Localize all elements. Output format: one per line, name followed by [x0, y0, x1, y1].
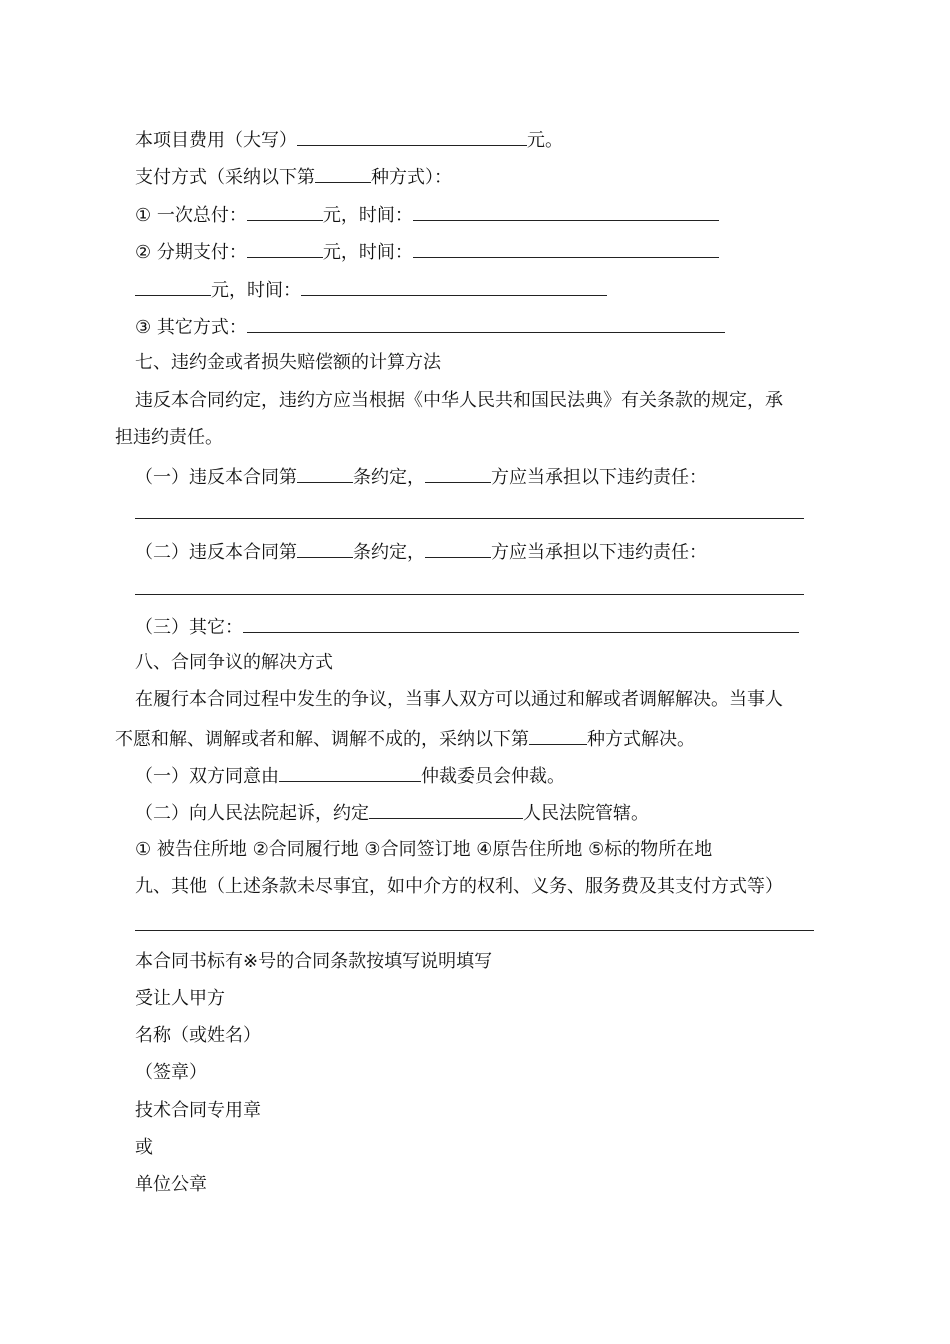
fee-amount-blank[interactable]	[297, 127, 527, 146]
installment-amount-2-blank[interactable]	[135, 277, 211, 296]
breach-1-liability-blank[interactable]	[135, 518, 804, 519]
breach-1-clause-blank[interactable]	[297, 464, 353, 483]
installment-amount-blank[interactable]	[247, 239, 323, 258]
fee-line: 本项目费用（大写） 元。	[135, 127, 563, 153]
dispute-method-blank[interactable]	[529, 726, 587, 745]
breach-1-party-blank[interactable]	[425, 464, 491, 483]
venue-options: ① 被告住所地 ②合同履行地 ③合同签订地 ④原告住所地 ⑤标的物所在地	[135, 839, 713, 860]
payment-lump-sum-line: ① 一次总付： 元，时间：	[135, 202, 719, 228]
installment-time-2-blank[interactable]	[301, 277, 607, 296]
breach-2-clause-blank[interactable]	[297, 539, 353, 558]
lump-sum-time-blank[interactable]	[413, 202, 719, 221]
installment-time-blank[interactable]	[413, 239, 719, 258]
name-label: 名称（或姓名）	[135, 1025, 261, 1046]
lump-sum-amount-blank[interactable]	[247, 202, 323, 221]
section-7-para-line-1: 违反本合同约定，违约方应当根据《中华人民共和国民法典》有关条款的规定，承	[135, 390, 783, 411]
seal-label: （签章）	[135, 1062, 207, 1083]
arbitration-commission-blank[interactable]	[279, 763, 421, 782]
court-blank[interactable]	[369, 800, 523, 819]
section-8-para-line-1: 在履行本合同过程中发生的争议，当事人双方可以通过和解或者调解解决。当事人	[135, 689, 783, 710]
assignee-party-a: 受让人甲方	[135, 988, 225, 1009]
payment-other-line: ③ 其它方式：	[135, 314, 725, 340]
breach-other-blank[interactable]	[243, 614, 799, 633]
section-8-para-line-2: 不愿和解、调解或者和解、调解不成的，采纳以下第 种方式解决。	[115, 726, 695, 752]
breach-item-3: （三）其它：	[135, 614, 799, 640]
breach-item-2: （二）违反本合同第 条约定， 方应当承担以下违约责任：	[135, 539, 707, 565]
section-9-heading: 九、其他（上述条款未尽事宜，如中介方的权利、义务、服务费及其支付方式等）	[135, 876, 783, 897]
other-method-blank[interactable]	[247, 314, 725, 333]
section-7-para-line-2: 担违约责任。	[115, 427, 223, 448]
other-terms-blank[interactable]	[135, 930, 814, 931]
breach-2-liability-blank[interactable]	[135, 594, 804, 595]
payment-installment-line: ② 分期支付： 元，时间：	[135, 239, 719, 265]
breach-2-party-blank[interactable]	[425, 539, 491, 558]
or-label: 或	[135, 1137, 153, 1158]
breach-item-1: （一）违反本合同第 条约定， 方应当承担以下违约责任：	[135, 464, 707, 490]
payment-choice-blank[interactable]	[315, 164, 371, 183]
payment-installment-line-2: 元，时间：	[135, 277, 607, 303]
payment-intro-line: 支付方式（采纳以下第 种方式）：	[135, 164, 452, 190]
arbitration-option: （一）双方同意由 仲裁委员会仲裁。	[135, 763, 565, 789]
section-7-heading: 七、违约金或者损失赔偿额的计算方法	[135, 352, 441, 373]
litigation-option: （二）向人民法院起诉，约定 人民法院管辖。	[135, 800, 649, 826]
fill-note: 本合同书标有※号的合同条款按填写说明填写	[135, 951, 493, 972]
unit-seal-label: 单位公章	[135, 1174, 207, 1195]
tech-contract-seal-label: 技术合同专用章	[135, 1100, 261, 1121]
section-8-heading: 八、合同争议的解决方式	[135, 652, 333, 673]
